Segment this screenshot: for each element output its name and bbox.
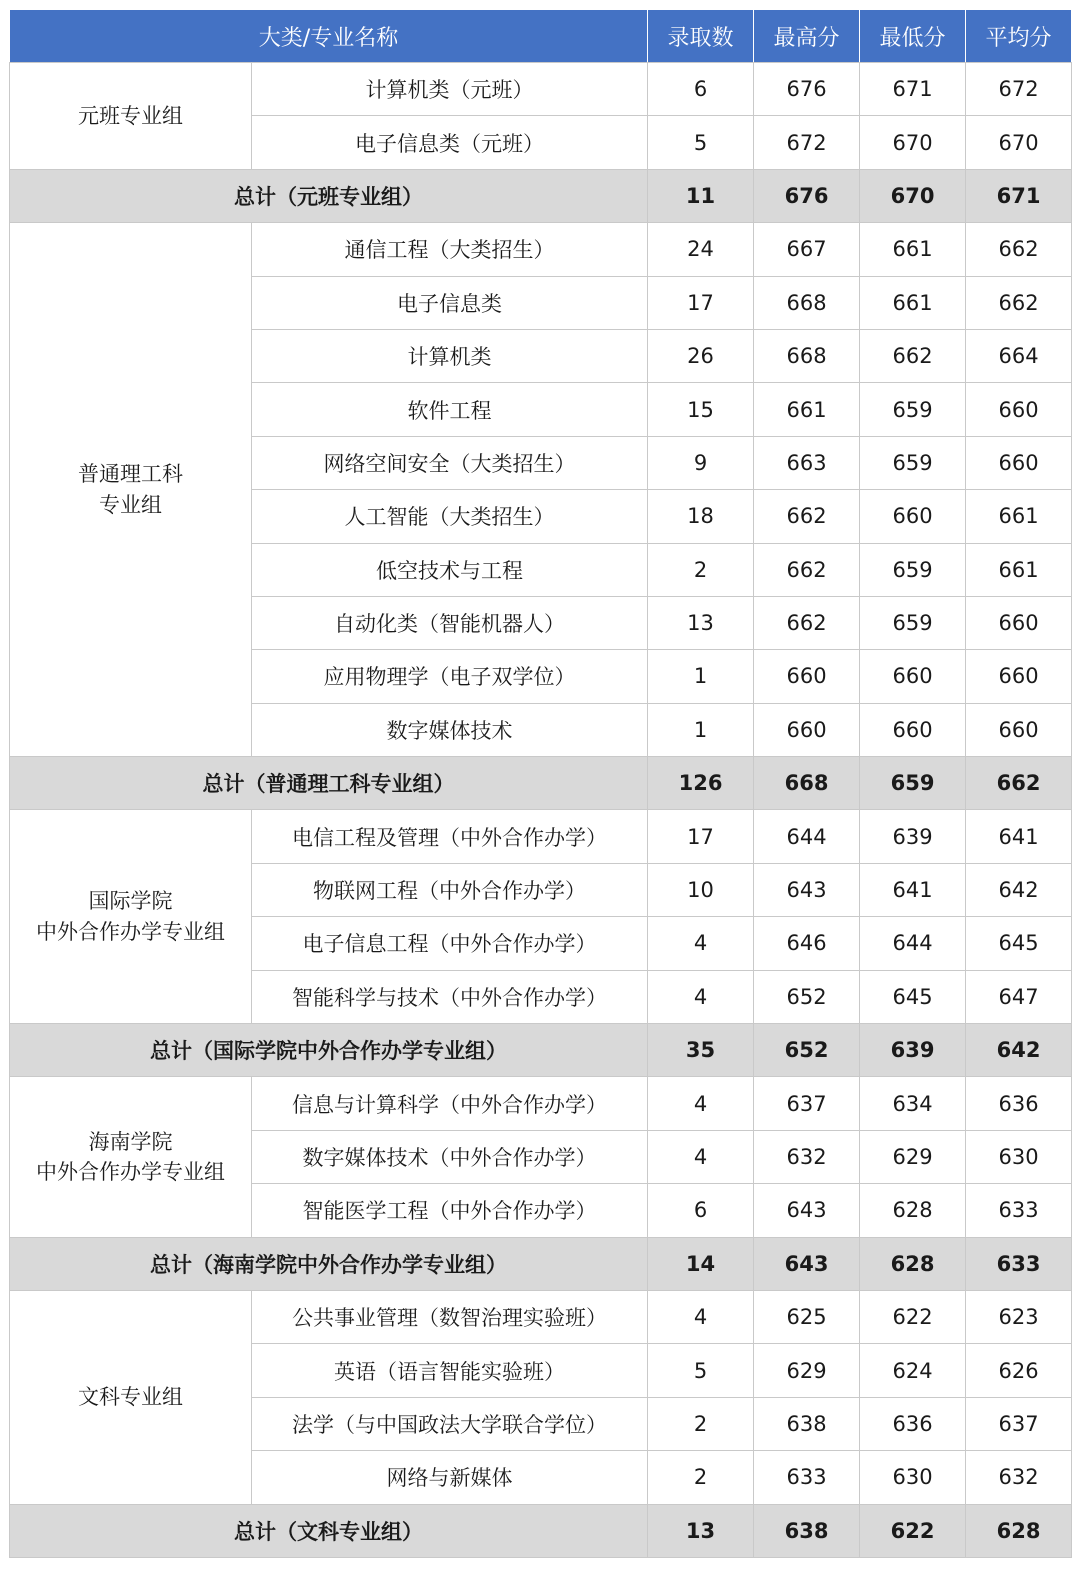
max-score: 644 <box>754 810 860 863</box>
min-score: 630 <box>860 1451 966 1504</box>
total-min-score: 659 <box>860 757 966 810</box>
max-score: 661 <box>754 383 860 436</box>
avg-score: 660 <box>966 650 1072 703</box>
major-name: 低空技术与工程 <box>252 543 648 596</box>
max-score: 629 <box>754 1344 860 1397</box>
max-score: 643 <box>754 863 860 916</box>
major-name: 信息与计算科学（中外合作办学） <box>252 1077 648 1130</box>
avg-score: 641 <box>966 810 1072 863</box>
total-max-score: 668 <box>754 757 860 810</box>
major-name: 数字媒体技术 <box>252 703 648 756</box>
major-name: 应用物理学（电子双学位） <box>252 650 648 703</box>
total-row <box>10 757 1072 810</box>
total-row <box>10 1504 1072 1557</box>
min-score: 645 <box>860 970 966 1023</box>
total-admitted-count: 11 <box>648 169 754 222</box>
avg-score: 661 <box>966 490 1072 543</box>
min-score: 671 <box>860 63 966 116</box>
total-max-score: 676 <box>754 169 860 222</box>
avg-score: 632 <box>966 1451 1072 1504</box>
total-avg-score: 628 <box>966 1504 1072 1557</box>
header-admitted: 录取数 <box>648 10 754 63</box>
major-name: 电信工程及管理（中外合作办学） <box>252 810 648 863</box>
min-score: 639 <box>860 810 966 863</box>
table-row <box>10 810 1072 863</box>
avg-score: 661 <box>966 543 1072 596</box>
total-row <box>10 169 1072 222</box>
avg-score: 664 <box>966 329 1072 382</box>
major-name: 电子信息类（元班） <box>252 116 648 169</box>
total-max-score: 638 <box>754 1504 860 1557</box>
major-name: 通信工程（大类招生） <box>252 223 648 276</box>
major-name: 公共事业管理（数智治理实验班） <box>252 1290 648 1343</box>
admitted-count: 18 <box>648 490 754 543</box>
max-score: 625 <box>754 1290 860 1343</box>
max-score: 632 <box>754 1130 860 1183</box>
header-avg-score: 平均分 <box>966 10 1072 63</box>
major-name: 人工智能（大类招生） <box>252 490 648 543</box>
admitted-count: 4 <box>648 1290 754 1343</box>
admitted-count: 4 <box>648 1077 754 1130</box>
total-max-score: 643 <box>754 1237 860 1290</box>
avg-score: 660 <box>966 703 1072 756</box>
min-score: 634 <box>860 1077 966 1130</box>
total-label: 总计（元班专业组） <box>10 169 648 222</box>
group-name: 国际学院 中外合作办学专业组 <box>10 810 252 1024</box>
admitted-count: 6 <box>648 1184 754 1237</box>
avg-score: 660 <box>966 596 1072 649</box>
min-score: 660 <box>860 703 966 756</box>
avg-score: 672 <box>966 63 1072 116</box>
max-score: 660 <box>754 703 860 756</box>
total-max-score: 652 <box>754 1024 860 1077</box>
total-label: 总计（国际学院中外合作办学专业组） <box>10 1024 648 1077</box>
avg-score: 662 <box>966 276 1072 329</box>
major-name: 智能科学与技术（中外合作办学） <box>252 970 648 1023</box>
min-score: 660 <box>860 650 966 703</box>
total-admitted-count: 14 <box>648 1237 754 1290</box>
table-row <box>10 1290 1072 1343</box>
avg-score: 626 <box>966 1344 1072 1397</box>
admitted-count: 15 <box>648 383 754 436</box>
avg-score: 660 <box>966 383 1072 436</box>
admitted-count: 13 <box>648 596 754 649</box>
major-name: 软件工程 <box>252 383 648 436</box>
total-admitted-count: 126 <box>648 757 754 810</box>
total-admitted-count: 35 <box>648 1024 754 1077</box>
admitted-count: 5 <box>648 116 754 169</box>
group-name: 普通理工科 专业组 <box>10 223 252 757</box>
major-name: 智能医学工程（中外合作办学） <box>252 1184 648 1237</box>
major-name: 法学（与中国政法大学联合学位） <box>252 1397 648 1450</box>
admission-score-table <box>9 9 1072 1558</box>
avg-score: 660 <box>966 436 1072 489</box>
admitted-count: 4 <box>648 970 754 1023</box>
major-name: 网络空间安全（大类招生） <box>252 436 648 489</box>
total-avg-score: 671 <box>966 169 1072 222</box>
avg-score: 623 <box>966 1290 1072 1343</box>
min-score: 661 <box>860 276 966 329</box>
major-name: 电子信息工程（中外合作办学） <box>252 917 648 970</box>
avg-score: 647 <box>966 970 1072 1023</box>
total-min-score: 670 <box>860 169 966 222</box>
group-name: 文科专业组 <box>10 1290 252 1504</box>
header-major-name: 大类/专业名称 <box>10 10 648 63</box>
total-min-score: 639 <box>860 1024 966 1077</box>
min-score: 661 <box>860 223 966 276</box>
max-score: 660 <box>754 650 860 703</box>
max-score: 638 <box>754 1397 860 1450</box>
max-score: 646 <box>754 917 860 970</box>
min-score: 659 <box>860 543 966 596</box>
admitted-count: 26 <box>648 329 754 382</box>
total-avg-score: 642 <box>966 1024 1072 1077</box>
max-score: 667 <box>754 223 860 276</box>
admitted-count: 17 <box>648 276 754 329</box>
admitted-count: 1 <box>648 650 754 703</box>
admitted-count: 9 <box>648 436 754 489</box>
min-score: 622 <box>860 1290 966 1343</box>
table-row <box>10 1077 1072 1130</box>
admitted-count: 17 <box>648 810 754 863</box>
admitted-count: 4 <box>648 1130 754 1183</box>
min-score: 628 <box>860 1184 966 1237</box>
min-score: 660 <box>860 490 966 543</box>
max-score: 652 <box>754 970 860 1023</box>
total-min-score: 622 <box>860 1504 966 1557</box>
major-name: 计算机类 <box>252 329 648 382</box>
admitted-count: 10 <box>648 863 754 916</box>
max-score: 668 <box>754 276 860 329</box>
avg-score: 636 <box>966 1077 1072 1130</box>
total-label: 总计（文科专业组） <box>10 1504 648 1557</box>
min-score: 636 <box>860 1397 966 1450</box>
table-row <box>10 223 1072 276</box>
admitted-count: 24 <box>648 223 754 276</box>
major-name: 网络与新媒体 <box>252 1451 648 1504</box>
max-score: 676 <box>754 63 860 116</box>
min-score: 662 <box>860 329 966 382</box>
min-score: 670 <box>860 116 966 169</box>
major-name: 英语（语言智能实验班） <box>252 1344 648 1397</box>
group-name: 海南学院 中外合作办学专业组 <box>10 1077 252 1237</box>
max-score: 672 <box>754 116 860 169</box>
max-score: 662 <box>754 490 860 543</box>
major-name: 自动化类（智能机器人） <box>252 596 648 649</box>
header-row <box>10 10 1072 63</box>
min-score: 659 <box>860 596 966 649</box>
admitted-count: 2 <box>648 1397 754 1450</box>
total-label: 总计（海南学院中外合作办学专业组） <box>10 1237 648 1290</box>
min-score: 641 <box>860 863 966 916</box>
min-score: 659 <box>860 383 966 436</box>
avg-score: 637 <box>966 1397 1072 1450</box>
max-score: 663 <box>754 436 860 489</box>
table-body <box>10 63 1072 1558</box>
major-name: 电子信息类 <box>252 276 648 329</box>
total-avg-score: 662 <box>966 757 1072 810</box>
min-score: 624 <box>860 1344 966 1397</box>
max-score: 662 <box>754 543 860 596</box>
total-row <box>10 1024 1072 1077</box>
admitted-count: 2 <box>648 1451 754 1504</box>
avg-score: 630 <box>966 1130 1072 1183</box>
avg-score: 642 <box>966 863 1072 916</box>
table-row <box>10 63 1072 116</box>
major-name: 计算机类（元班） <box>252 63 648 116</box>
min-score: 659 <box>860 436 966 489</box>
avg-score: 662 <box>966 223 1072 276</box>
max-score: 668 <box>754 329 860 382</box>
avg-score: 633 <box>966 1184 1072 1237</box>
admitted-count: 6 <box>648 63 754 116</box>
total-min-score: 628 <box>860 1237 966 1290</box>
min-score: 644 <box>860 917 966 970</box>
total-avg-score: 633 <box>966 1237 1072 1290</box>
min-score: 629 <box>860 1130 966 1183</box>
header-min-score: 最低分 <box>860 10 966 63</box>
max-score: 633 <box>754 1451 860 1504</box>
total-label: 总计（普通理工科专业组） <box>10 757 648 810</box>
max-score: 662 <box>754 596 860 649</box>
admitted-count: 4 <box>648 917 754 970</box>
total-row <box>10 1237 1072 1290</box>
avg-score: 670 <box>966 116 1072 169</box>
admitted-count: 5 <box>648 1344 754 1397</box>
total-admitted-count: 13 <box>648 1504 754 1557</box>
major-name: 物联网工程（中外合作办学） <box>252 863 648 916</box>
admitted-count: 2 <box>648 543 754 596</box>
max-score: 643 <box>754 1184 860 1237</box>
header-max-score: 最高分 <box>754 10 860 63</box>
max-score: 637 <box>754 1077 860 1130</box>
admitted-count: 1 <box>648 703 754 756</box>
avg-score: 645 <box>966 917 1072 970</box>
group-name: 元班专业组 <box>10 63 252 170</box>
major-name: 数字媒体技术（中外合作办学） <box>252 1130 648 1183</box>
